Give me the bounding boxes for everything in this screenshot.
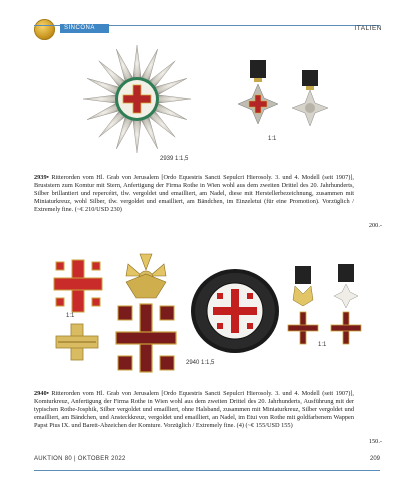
lot-estimate: (~€ 210/USD 230): [74, 206, 122, 213]
beret-badge-image: [190, 268, 280, 354]
lot-number: 2939•: [34, 174, 49, 181]
section-title: ITALIEN: [354, 25, 382, 32]
lot-2939-photo-caption: 2939 1:1,5: [160, 156, 189, 162]
lot-text: Ritterorden vom Hl. Grab von Jerusalem [Ordo Equestris Sancti Sepulcri Hierosoly. 3. und 4. Modell (seit 1907)], Bruststern zum Komtur mit Stern, Anfertigung der Firma Rothe in Wien wohl aus dem zweiten Drittel des 20. Jahrhunderts, Silber brillantiert und repercéirt, tlw. vergoldet und emailliert, am Nadel, diese mit Herstellerbezeichnung, zusammen mit Miniaturkreuz, wohl Silber, tlw. vergoldet und emailliert, am Bändchen, im Einzeletui (für eine Promotion). Vorzüglich / Extremely fine.: [34, 174, 354, 213]
lot-2940-scale-caption-right: 1:1: [318, 342, 327, 348]
miniature-cross-image: [228, 58, 288, 138]
breast-star-image: [82, 44, 192, 154]
lot-2940-description: [34, 390, 354, 430]
lot-2940-scale-caption-left: 1:1: [66, 313, 75, 319]
lot-2939-description: [34, 174, 354, 214]
lot-2939-scale-caption: 1:1: [268, 136, 277, 142]
commander-cross-image: [112, 250, 180, 374]
miniature-cross-right-image: [326, 262, 366, 350]
miniature-cross-left-image: [286, 264, 320, 350]
footer-rule: [34, 470, 380, 471]
lot-2940-photo-caption: 2940 1:1,5: [186, 360, 215, 366]
lot-2940-price: 150.-: [368, 438, 382, 445]
lot-estimate: (~€ 155/USD 155): [245, 422, 293, 429]
gold-cross-image: [50, 256, 106, 316]
lot-number: 2940•: [34, 390, 49, 397]
lot-text: Ritterorden vom Hl. Grab von Jerusalem [Ordo Equestris Sancti Sepulcri Hierosoly. 3. und 4. Modell (seit 1907)], Komturkreuz, Anfertigung der Firma Rothe in Wien wohl aus dem zweiten Drittel des 20. Jahrhunderts, Ausführung mit der typischen Rothe-Josphik, Silber vergoldet und emailliert, ohne Halsband, zusammen mit Miniaturkreuz, Silber vergoldet und emailliert, am Bändchen, und Ansteckkreuz, vergoldet und emailliert, an Nadel, im Etui von Rothe mit goldfarbenem Wappen Papst Pius IX. und Barett-Abzeichen der Komture. Vorzüglich / Extremely fine. (4): [34, 390, 354, 429]
pin-back-gold-image: [52, 322, 102, 362]
lot-2939-price: 200.-: [368, 222, 382, 229]
footer-auction: AUKTION 80 | OKTOBER 2022: [34, 456, 126, 462]
page-number: 209: [369, 456, 380, 462]
brand-label: SINCONA: [60, 24, 109, 33]
pin-back-image: [286, 68, 334, 136]
